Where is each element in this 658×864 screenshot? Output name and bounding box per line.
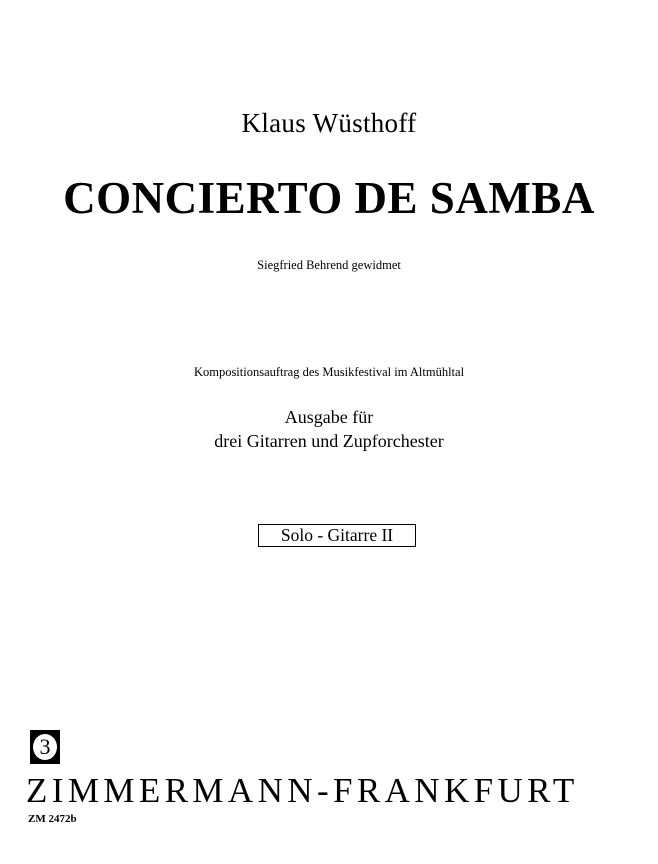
dedication: Siegfried Behrend gewidmet	[257, 258, 401, 272]
part-label: Solo - Gitarre II	[280, 525, 394, 545]
work-title: CONCIERTO DE SAMBA	[63, 173, 595, 223]
logo-ring	[33, 734, 57, 760]
edition-line-1: Ausgabe für	[284, 407, 374, 427]
publisher-name: ZIMMERMANN-FRANKFURT	[26, 771, 579, 810]
edition-line-2: drei Gitarren und Zupforchester	[214, 431, 444, 451]
commission-note: Kompositionsauftrag des Musikfestival im Altmühltal	[193, 365, 465, 379]
catalog-number: ZM 2472b	[28, 813, 77, 825]
logo-digit: 3	[39, 734, 51, 759]
publisher-logo-icon	[30, 730, 60, 764]
composer-name: Klaus Wüsthoff	[241, 108, 417, 138]
part-label-box	[258, 524, 416, 547]
